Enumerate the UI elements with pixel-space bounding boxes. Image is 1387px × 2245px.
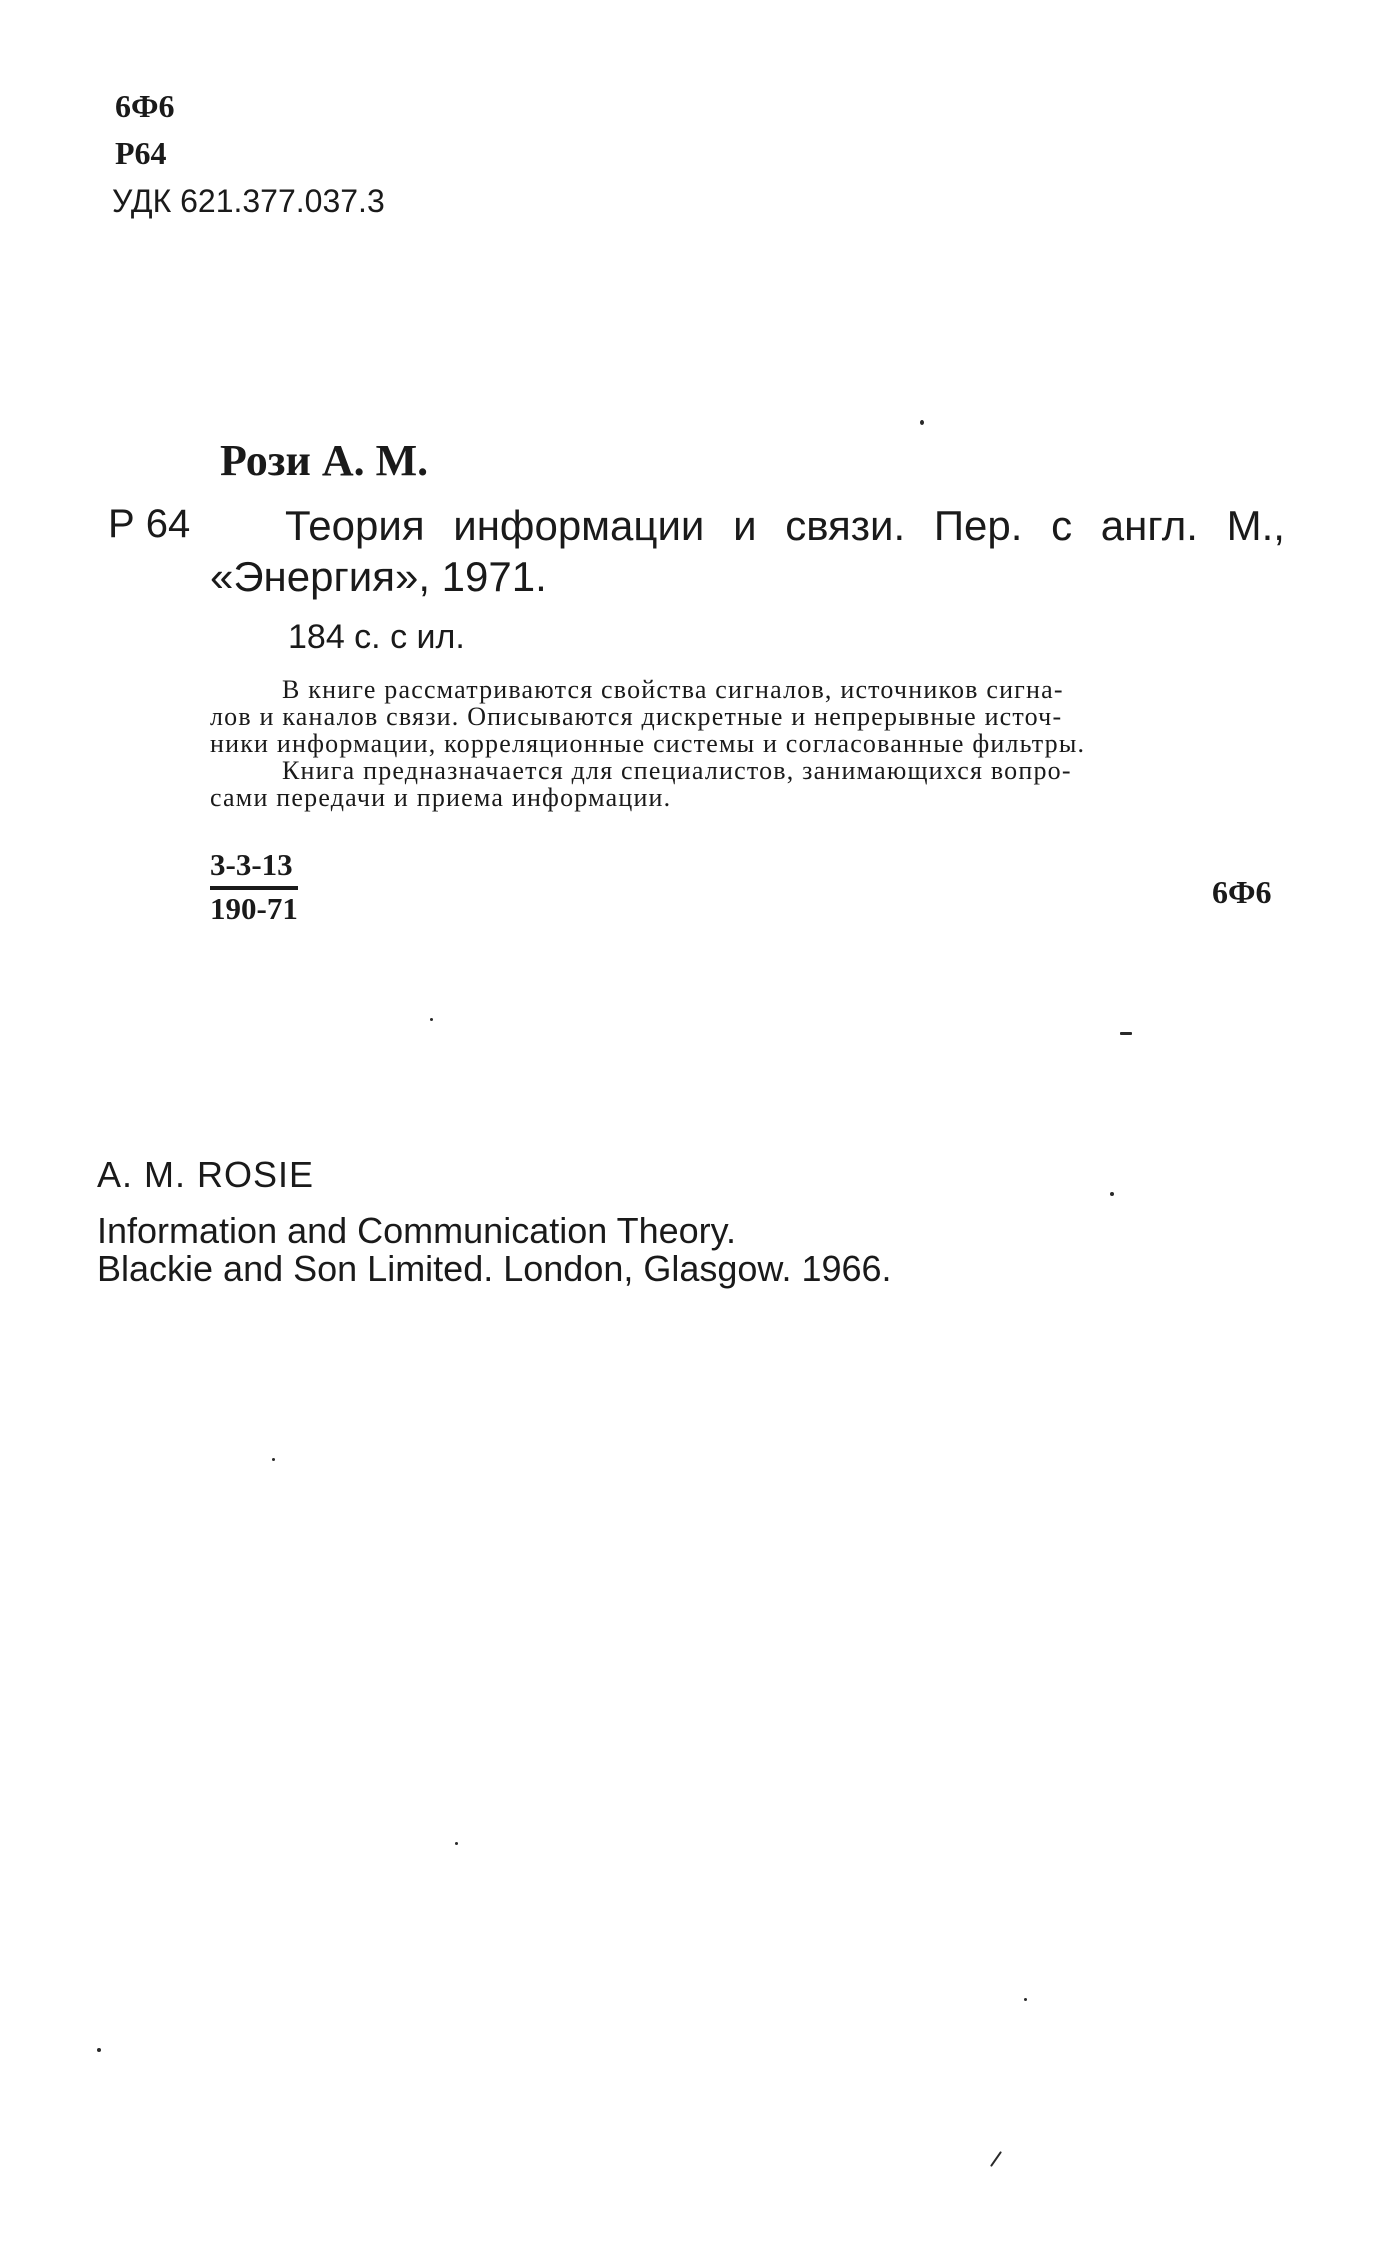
- title-word: с: [1051, 502, 1073, 549]
- scan-speck: [455, 1842, 458, 1845]
- original-publisher: Blackie and Son Limited. London, Glasgow. 1966.: [97, 1248, 892, 1289]
- annotation-line: лов и каналов связи. Описываются дискретные и непрерывные источ-: [210, 702, 1063, 731]
- scan-speck: [1120, 1032, 1132, 1035]
- original-title: Information and Communication Theory.: [97, 1210, 736, 1251]
- title-word: и: [733, 502, 757, 549]
- annotation-line: ники информации, корреляционные системы и согласованные фильтры.: [210, 729, 1086, 758]
- scan-speck: [1024, 1998, 1027, 2001]
- scan-speck: [272, 1458, 275, 1461]
- title-word: информации: [453, 502, 705, 549]
- page-count: 184 с. с ил.: [288, 618, 465, 656]
- title-word: англ.: [1100, 502, 1198, 549]
- title-word: М.,: [1226, 502, 1285, 549]
- publisher-code-numerator: 3-3-13: [210, 848, 298, 890]
- author-heading: Рози А. М.: [220, 436, 429, 485]
- title-word: Теория: [285, 502, 425, 549]
- annotation-line: В книге рассматриваются свойства сигналов, источников сигна-: [282, 675, 1064, 704]
- annotation: [210, 676, 1286, 811]
- title-word: связи.: [785, 502, 906, 549]
- scan-speck: [1110, 1192, 1114, 1196]
- title-line-1: [285, 502, 1285, 550]
- publisher-code-denominator: 190-71: [210, 891, 298, 926]
- original-author: A. M. ROSIE: [97, 1154, 315, 1195]
- title-line-2: «Энергия», 1971.: [210, 553, 547, 600]
- scan-speck: [990, 2151, 1002, 2167]
- shelf-mark: Р 64: [108, 502, 191, 546]
- scan-speck: [430, 1018, 433, 1021]
- bbk-code: 6Ф6: [115, 88, 175, 124]
- publisher-code: [210, 848, 298, 926]
- author-mark: Р64: [115, 135, 167, 171]
- title-word: Пер.: [933, 502, 1023, 549]
- scan-speck: [97, 2048, 101, 2052]
- scan-speck: [920, 420, 924, 425]
- bbk-code-right: 6Ф6: [1212, 874, 1272, 910]
- annotation-line: сами передачи и приема информации.: [210, 783, 672, 812]
- udk-code: УДК 621.377.037.3: [112, 183, 385, 219]
- annotation-line: Книга предназначается для специалистов, занимающихся вопро-: [282, 756, 1072, 785]
